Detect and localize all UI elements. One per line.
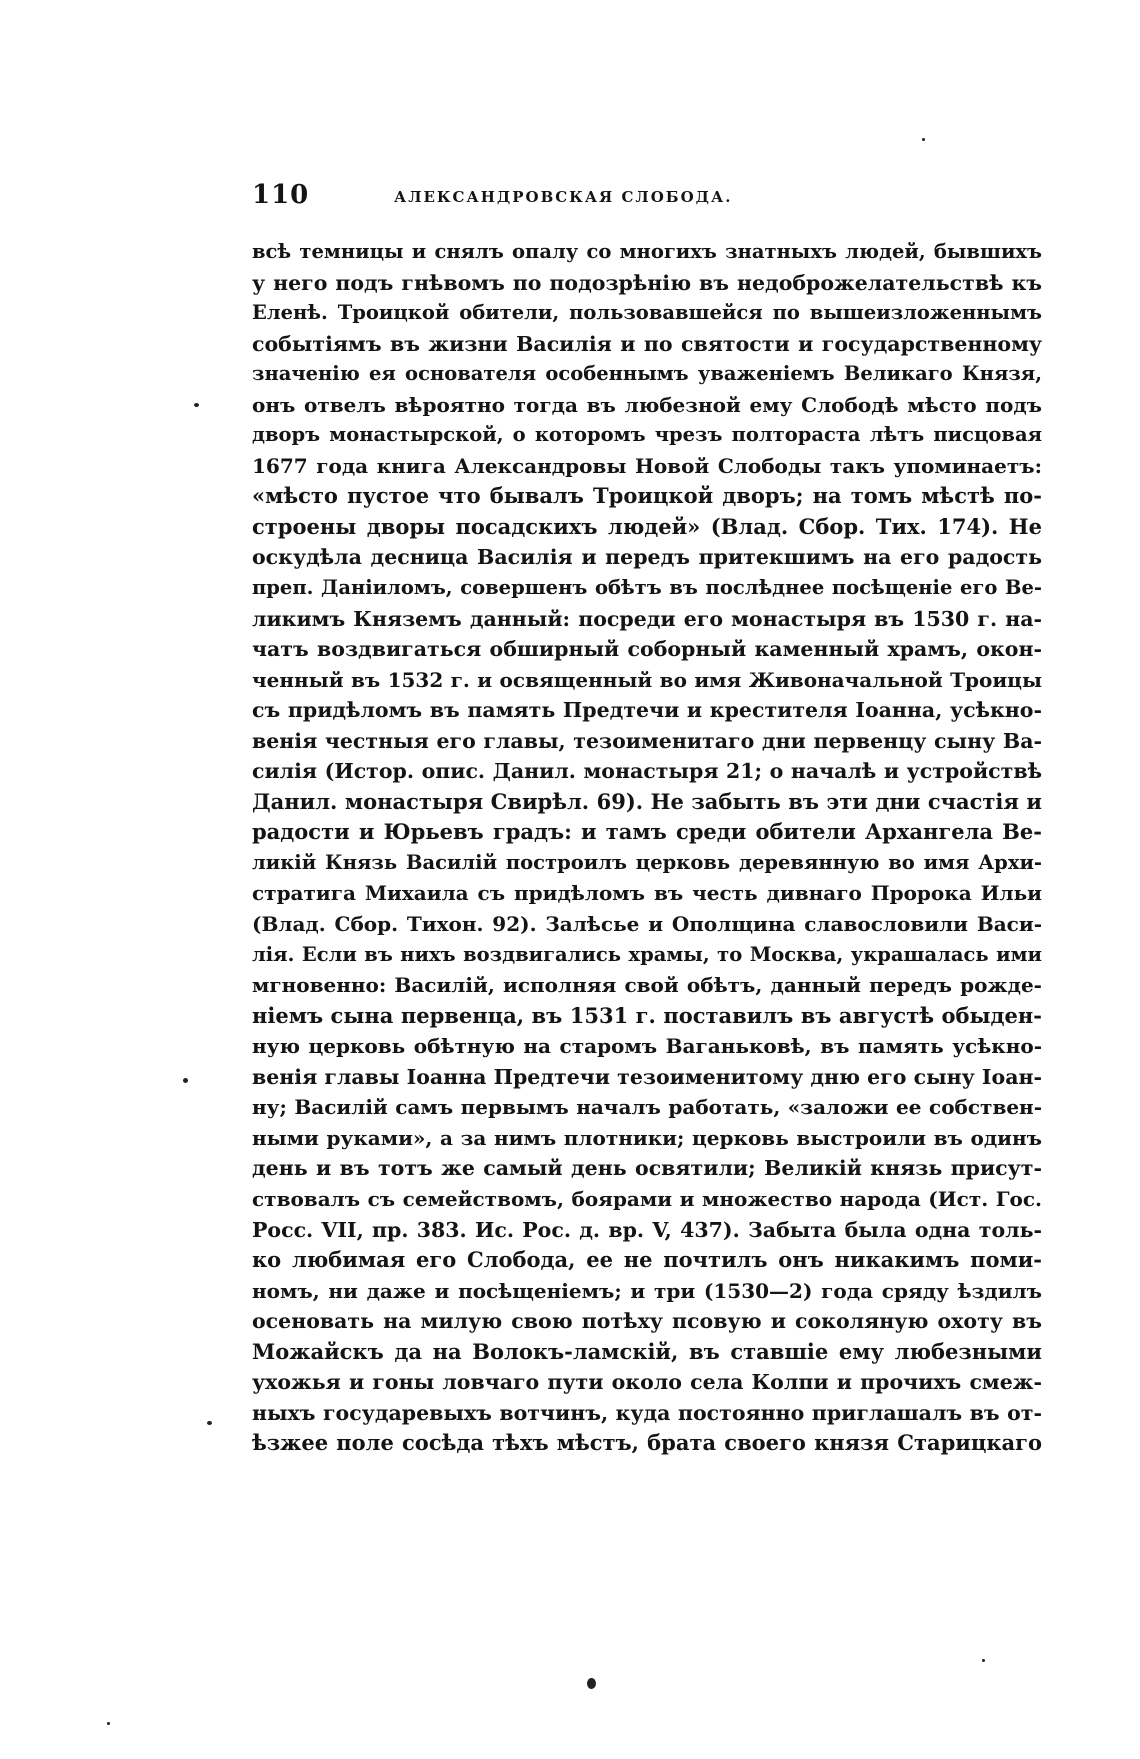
- text-line: ухожья и гоны ловчаго пути около села Колпи и прочихъ смеж-: [252, 1370, 1042, 1395]
- body-text: [252, 237, 1042, 1459]
- scan-speck: [107, 1722, 110, 1725]
- text-line: ѣзжее поле сосѣда тѣхъ мѣстъ, брата своего князя Старицкаго: [252, 1430, 1042, 1456]
- text-line: венія честныя его главы, тезоименитаго дни первенцу сыну Ва-: [252, 728, 1042, 753]
- scan-speck: [587, 1678, 596, 1689]
- text-line: ликимъ Княземъ данный: посреди его монастыря въ 1530 г. на-: [252, 606, 1042, 631]
- scan-speck: [922, 138, 925, 141]
- page-number: 110: [252, 180, 310, 210]
- text-line: значенію ея основателя особеннымъ уваженіемъ Великаго Князя,: [252, 362, 1042, 386]
- text-line: у него подъ гнѣвомъ по подозрѣнію въ недоброжелательствѣ къ: [252, 270, 1042, 295]
- text-line: ніемъ сына первенца, въ 1531 г. поставилъ въ августѣ обыден-: [252, 1002, 1042, 1028]
- text-line: венія главы Іоанна Предтечи тезоименитому дню его сыну Іоан-: [252, 1064, 1042, 1089]
- text-line: дворъ монастырской, о которомъ чрезъ полтораста лѣтъ писцовая: [252, 423, 1042, 447]
- text-line: ко любимая его Слобода, ее не почтилъ онъ никакимъ поми-: [252, 1247, 1042, 1273]
- text-line: 1677 года книга Александровы Новой Слободы такъ упоминаетъ:: [252, 453, 1042, 478]
- scan-speck: [207, 1421, 212, 1425]
- text-line: Данил. монастыря Свирѣл. 69). Не забыть въ эти дни счастія и: [252, 788, 1042, 814]
- text-line: чатъ воздвигаться обширный соборный каменный храмъ, окон-: [252, 637, 1042, 662]
- text-line: осеновать на милую свою потѣху псовую и соколяную охоту въ: [252, 1309, 1042, 1334]
- text-line: ную церковь обѣтную на старомъ Ваганьковѣ, въ память усѣкно-: [252, 1034, 1042, 1059]
- page-header: [252, 180, 1042, 210]
- text-line: ну; Василій самъ первымъ началъ работать, «заложи ее собствен-: [252, 1095, 1042, 1120]
- scan-speck: [183, 1078, 188, 1083]
- scan-speck: [194, 403, 199, 407]
- text-line: съ придѣломъ въ память Предтечи и крестителя Іоанна, усѣкно-: [252, 698, 1042, 723]
- text-line: ныхъ государевыхъ вотчинъ, куда постоянно приглашалъ въ от-: [252, 1400, 1042, 1425]
- text-line: Росс. VII, пр. 383. Ис. Рос. д. вр. V, 437). Забыта была одна толь-: [252, 1217, 1042, 1242]
- text-line: лія. Если въ нихъ воздвигались храмы, то Москва, украшалась ими: [252, 942, 1042, 966]
- text-line: всѣ темницы и снялъ опалу со многихъ знатныхъ людей, бывшихъ: [252, 240, 1042, 263]
- text-line: Можайскъ да на Волокъ-ламскій, въ ставшіе ему любезными: [252, 1338, 1042, 1364]
- text-line: ликій Князь Василій построилъ церковь деревянную во имя Архи-: [252, 850, 1042, 874]
- text-line: событіямъ въ жизни Василія и по святости и государственному: [252, 331, 1042, 356]
- text-line: преп. Даніиломъ, совершенъ обѣтъ въ послѣднее посѣщеніе его Ве-: [252, 576, 1042, 600]
- text-line: оскудѣла десница Василія и передъ притекшимъ на его радость: [252, 545, 1042, 570]
- text-line: Еленѣ. Троицкой обители, пользовавшейся по вышеизложеннымъ: [252, 301, 1042, 325]
- text-line: «мѣсто пустое что бывалъ Троицкой дворъ; на томъ мѣстѣ по-: [252, 483, 1042, 509]
- text-line: стратига Михаила съ придѣломъ въ честь дивнаго Пророка Ильи: [252, 881, 1042, 906]
- text-line: (Влад. Сбор. Тихон. 92). Залѣсье и Ополщина славословили Васи-: [252, 912, 1042, 937]
- text-line: онъ отвелъ вѣроятно тогда въ любезной ему Слободѣ мѣсто подъ: [252, 392, 1042, 417]
- scan-speck: [982, 1659, 985, 1662]
- text-line: день и въ тотъ же самый день освятили; Великій князь присут-: [252, 1156, 1042, 1181]
- text-line: радости и Юрьевъ градъ: и тамъ среди обители Архангела Ве-: [252, 819, 1042, 845]
- running-head: АЛЕКСАНДРОВСКАЯ СЛОБОДА.: [394, 188, 733, 206]
- text-line: ствовалъ съ семействомъ, боярами и множество народа (Ист. Гос.: [252, 1186, 1042, 1211]
- text-line: мгновенно: Василій, исполняя свой обѣтъ, данный передъ рожде-: [252, 973, 1042, 998]
- text-line: номъ, ни даже и посѣщеніемъ; и три (1530—2) года сряду ѣздилъ: [252, 1278, 1042, 1303]
- text-line: ными руками», а за нимъ плотники; церковь выстроили въ одинъ: [252, 1125, 1042, 1150]
- text-line: строены дворы посадскихъ людей» (Влад. Сбор. Тих. 174). Не: [252, 513, 1042, 539]
- text-line: ченный въ 1532 г. и освященный во имя Живоначальной Троицы: [252, 667, 1042, 692]
- text-line: силія (Истор. опис. Данил. монастыря 21; о началѣ и устройствѣ: [252, 759, 1042, 784]
